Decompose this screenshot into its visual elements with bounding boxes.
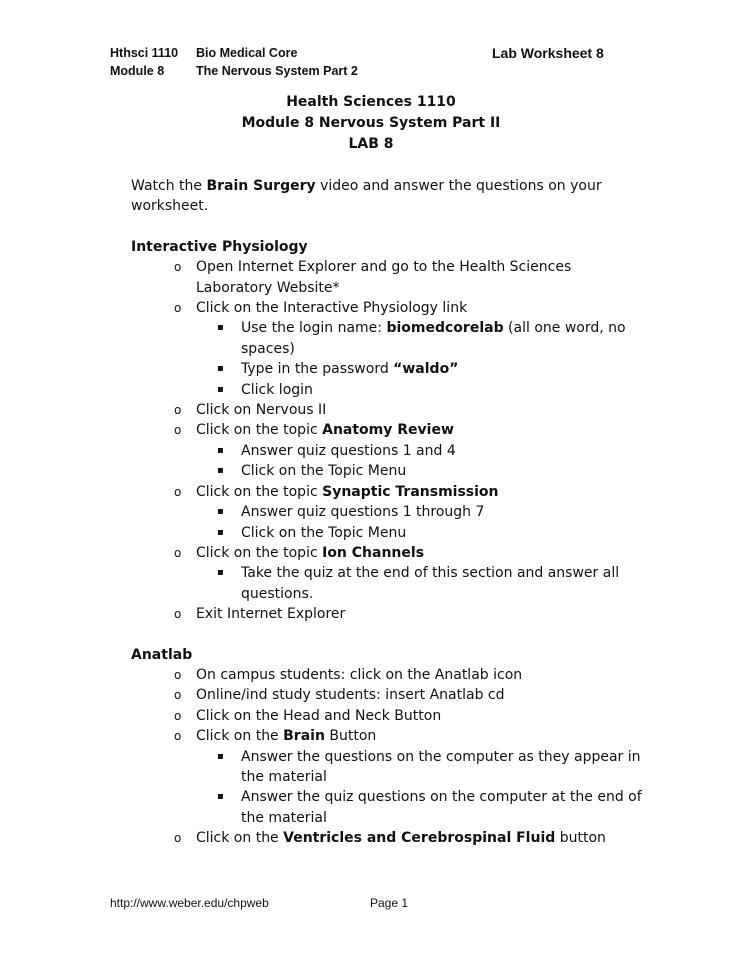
sub-list-item: ▪ Click on the Topic Menu: [217, 524, 407, 541]
interactive-physiology-list: [131, 257, 651, 624]
page-title: Health Sciences 1110: [286, 94, 456, 110]
module-label: Module 8: [110, 64, 165, 78]
list-item: o Click on the Ventricles and Cerebrospinal Fluid button: [174, 830, 606, 847]
anatlab-list: [131, 665, 651, 849]
sub-list-item: ▪ Answer quiz questions 1 through 7: [217, 504, 485, 521]
course-code: Hthsci 1110: [110, 46, 179, 60]
list-item: o Click on the Brain Button: [174, 728, 377, 745]
list-item: o On campus students: click on the Anatlab icon: [174, 666, 523, 683]
page-number: Page 1: [370, 896, 409, 910]
worksheet-body: [131, 176, 651, 849]
list-item: o Click on Nervous II: [174, 402, 327, 419]
section-heading-interactive-physiology: Interactive Physiology: [131, 238, 308, 255]
list-item: o Online/ind study students: insert Anatlab cd: [174, 687, 505, 704]
sub-list-item: ▪ Answer quiz questions 1 and 4: [217, 442, 456, 459]
sub-list-item: ▪ Use the login name: biomedcorelab (all one word, no spaces): [217, 320, 626, 357]
topic-label: The Nervous System Part 2: [196, 64, 358, 78]
sub-list-item: ▪ Take the quiz at the end of this section and answer all questions.: [217, 565, 620, 602]
sub-list-item: ▪ Type in the password “waldo”: [217, 361, 459, 378]
sub-list-item: ▪ Answer the quiz questions on the computer at the end of the material: [217, 789, 642, 826]
footer-url: http://www.weber.edu/chpweb: [110, 896, 269, 910]
section-heading-anatlab: Anatlab: [131, 646, 193, 663]
list-item: o Click on the topic Ion Channels: [174, 544, 425, 561]
page-subtitle: Module 8 Nervous System Part II: [241, 115, 501, 131]
sub-list-item: ▪ Click on the Topic Menu: [217, 463, 407, 480]
sub-list-item: ▪ Click login: [217, 381, 313, 398]
list-item: o Exit Internet Explorer: [174, 606, 346, 623]
core-label: Bio Medical Core: [196, 46, 298, 60]
list-item: o Click on the Head and Neck Button: [174, 707, 442, 724]
intro-text: Watch the Brain Surgery video and answer the questions on your worksheet.: [131, 178, 602, 215]
list-item: o Click on the topic Synaptic Transmission: [174, 483, 499, 500]
sub-list-item: ▪ Answer the questions on the computer as they appear in the material: [217, 748, 641, 785]
lab-number: LAB 8: [348, 136, 394, 152]
list-item: o Open Internet Explorer and go to the Health Sciences Laboratory Website*: [174, 259, 572, 296]
worksheet-label: Lab Worksheet 8: [492, 45, 604, 61]
list-item: o Click on the topic Anatomy Review: [174, 422, 454, 439]
list-item: o Click on the Interactive Physiology link: [174, 300, 468, 317]
